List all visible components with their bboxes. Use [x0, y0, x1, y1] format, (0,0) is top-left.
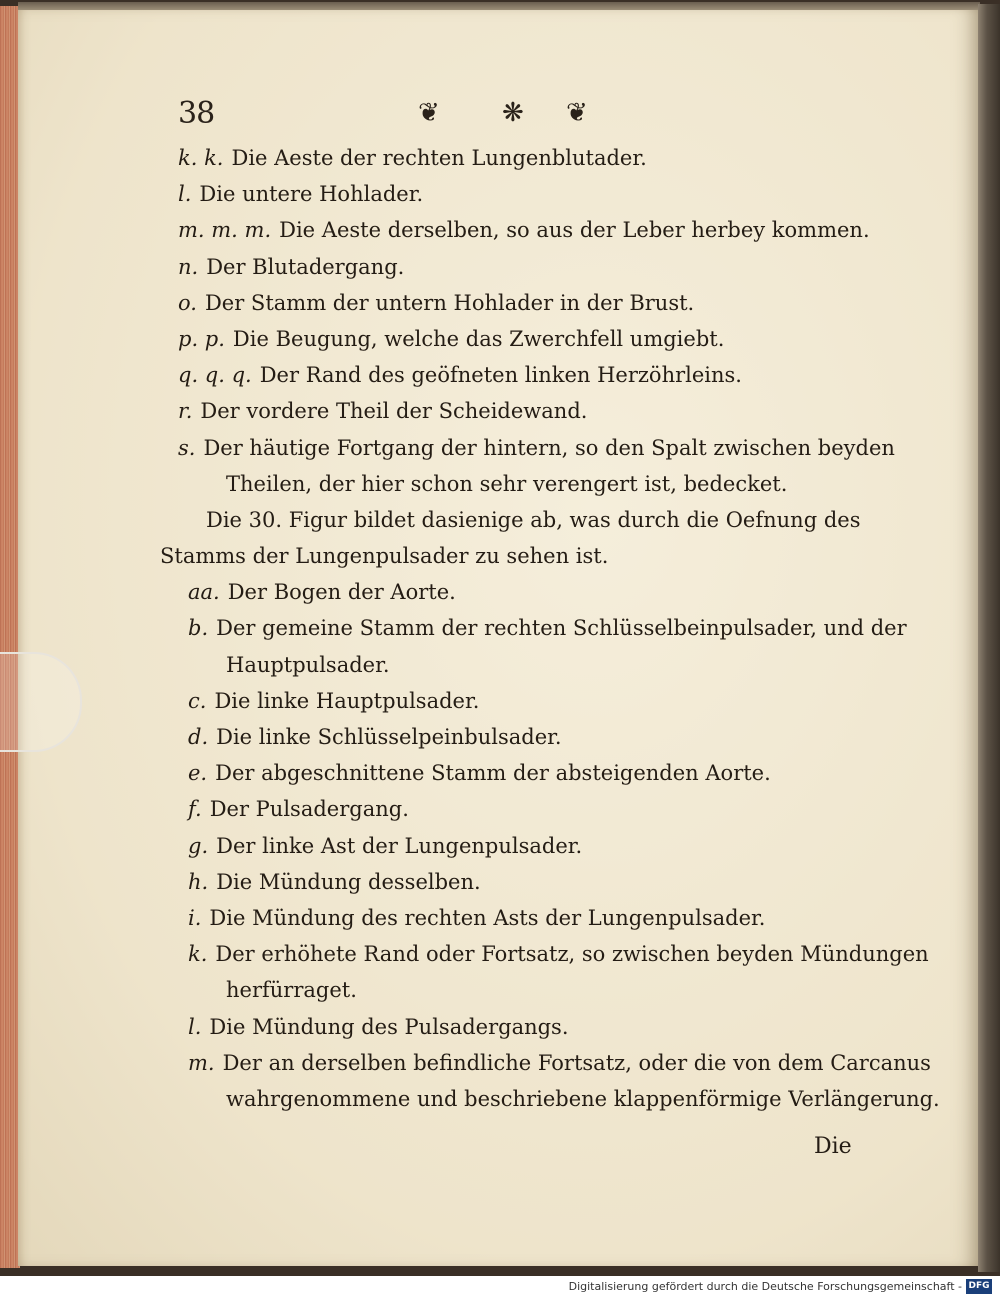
page-text [160, 140, 940, 1117]
ornament-center-icon: ❋ [502, 98, 524, 128]
item-label: m. m. m. [178, 218, 272, 243]
item-text: Der linke Ast der Lungenpulsader. [216, 833, 583, 858]
list-item-continuation: Hauptpulsader. [226, 652, 390, 677]
item-label: h. [188, 869, 209, 894]
paragraph-line: Stamms der Lungenpulsader zu sehen ist. [160, 544, 609, 569]
list-item [160, 393, 890, 429]
item-text: Der an derselben befindliche Fortsatz, oder die von dem Carcanus [222, 1050, 931, 1075]
list-item [160, 683, 890, 719]
list-item-continuation: Theilen, der hier schon sehr verengert ist, bedecket. [226, 471, 788, 496]
item-label: p. p. [178, 326, 225, 351]
item-label: m. [188, 1050, 215, 1075]
catchword: Die [814, 1134, 852, 1159]
item-label: l. [188, 1014, 202, 1039]
dfg-logo-icon: DFG [966, 1279, 992, 1294]
list-item [160, 249, 890, 285]
footer-credit: Digitalisierung gefördert durch die Deutsche Forschungsgemeinschaft - [568, 1280, 962, 1293]
item-label: c. [188, 688, 207, 713]
list-item [160, 574, 890, 610]
list-item [160, 864, 890, 900]
item-text: Der abgeschnittene Stamm der absteigenden Aorte. [215, 761, 771, 786]
list-item [160, 755, 890, 791]
list-item [160, 357, 890, 393]
item-label: i. [188, 905, 202, 930]
list-item [160, 719, 890, 755]
list-item [160, 321, 890, 357]
list-item [160, 828, 890, 864]
item-text: Die Beugung, welche das Zwerchfell umgiebt. [232, 326, 725, 351]
page-header [178, 96, 878, 136]
item-text: Der häutige Fortgang der hintern, so den Spalt zwischen beyden [203, 435, 895, 460]
item-label: k. [188, 942, 208, 967]
item-label: f. [188, 797, 202, 822]
item-label: s. [178, 435, 196, 460]
item-text: Die Aeste derselben, so aus der Leber herbey kommen. [279, 218, 870, 243]
item-text: Die linke Hauptpulsader. [214, 688, 480, 713]
list-item [160, 610, 907, 646]
ornament-right-icon: ❦ [566, 98, 588, 128]
list-item-continuation: wahrgenommene und beschriebene klappenförmige Verlängerung. [226, 1086, 940, 1111]
item-text: Die untere Hohlader. [199, 182, 424, 207]
item-text: Die Mündung desselben. [216, 869, 481, 894]
page-edge-right [978, 4, 1000, 1272]
item-label: g. [188, 833, 209, 858]
page-number: 38 [178, 96, 215, 131]
item-text: Der gemeine Stamm der rechten Schlüsselbeinpulsader, und der [216, 616, 907, 641]
item-label: b. [188, 616, 209, 641]
list-item [160, 176, 890, 212]
item-label: d. [188, 725, 209, 749]
list-item [160, 791, 890, 827]
item-text: Der Pulsadergang. [209, 797, 409, 822]
list-item [160, 430, 895, 466]
item-text: Der erhöhete Rand oder Fortsatz, so zwischen beyden Mündungen [215, 942, 929, 967]
list-item [160, 1045, 931, 1081]
ornament-left-icon: ❦ [418, 98, 440, 128]
list-item [160, 140, 890, 176]
item-text: Die Aeste der rechten Lungenblutader. [231, 146, 647, 170]
paragraph-line: Die 30. Figur bildet dasienige ab, was durch die Oefnung des [206, 507, 861, 532]
item-label: aa. [188, 580, 220, 605]
item-label: r. [178, 399, 193, 424]
item-text: Die linke Schlüsselpeinbulsader. [216, 725, 562, 749]
item-text: Die Mündung des Pulsadergangs. [209, 1014, 569, 1039]
list-item [160, 1009, 890, 1045]
list-item [160, 936, 929, 972]
item-label: n. [178, 254, 199, 279]
page-edge-left [0, 6, 20, 1268]
list-item-continuation: herfürraget. [226, 978, 357, 1003]
footer-bar [0, 1276, 1000, 1298]
item-label: o. [178, 290, 197, 315]
item-label: k. k. [178, 146, 224, 170]
item-label: e. [188, 761, 208, 786]
item-text: Der Stamm der untern Hohlader in der Brust. [204, 290, 695, 315]
item-text: Der Rand des geöfneten linken Herzöhrleins. [259, 363, 742, 388]
item-label: l. [178, 182, 192, 207]
item-text: Die Mündung des rechten Asts der Lungenpulsader. [209, 905, 766, 930]
list-item [160, 212, 890, 248]
item-label: q. q. q. [178, 363, 252, 388]
list-item [160, 285, 890, 321]
item-text: Der Bogen der Aorte. [227, 580, 456, 605]
item-text: Der Blutadergang. [206, 254, 405, 279]
list-item [160, 900, 890, 936]
item-text: Der vordere Theil der Scheidewand. [200, 399, 588, 424]
